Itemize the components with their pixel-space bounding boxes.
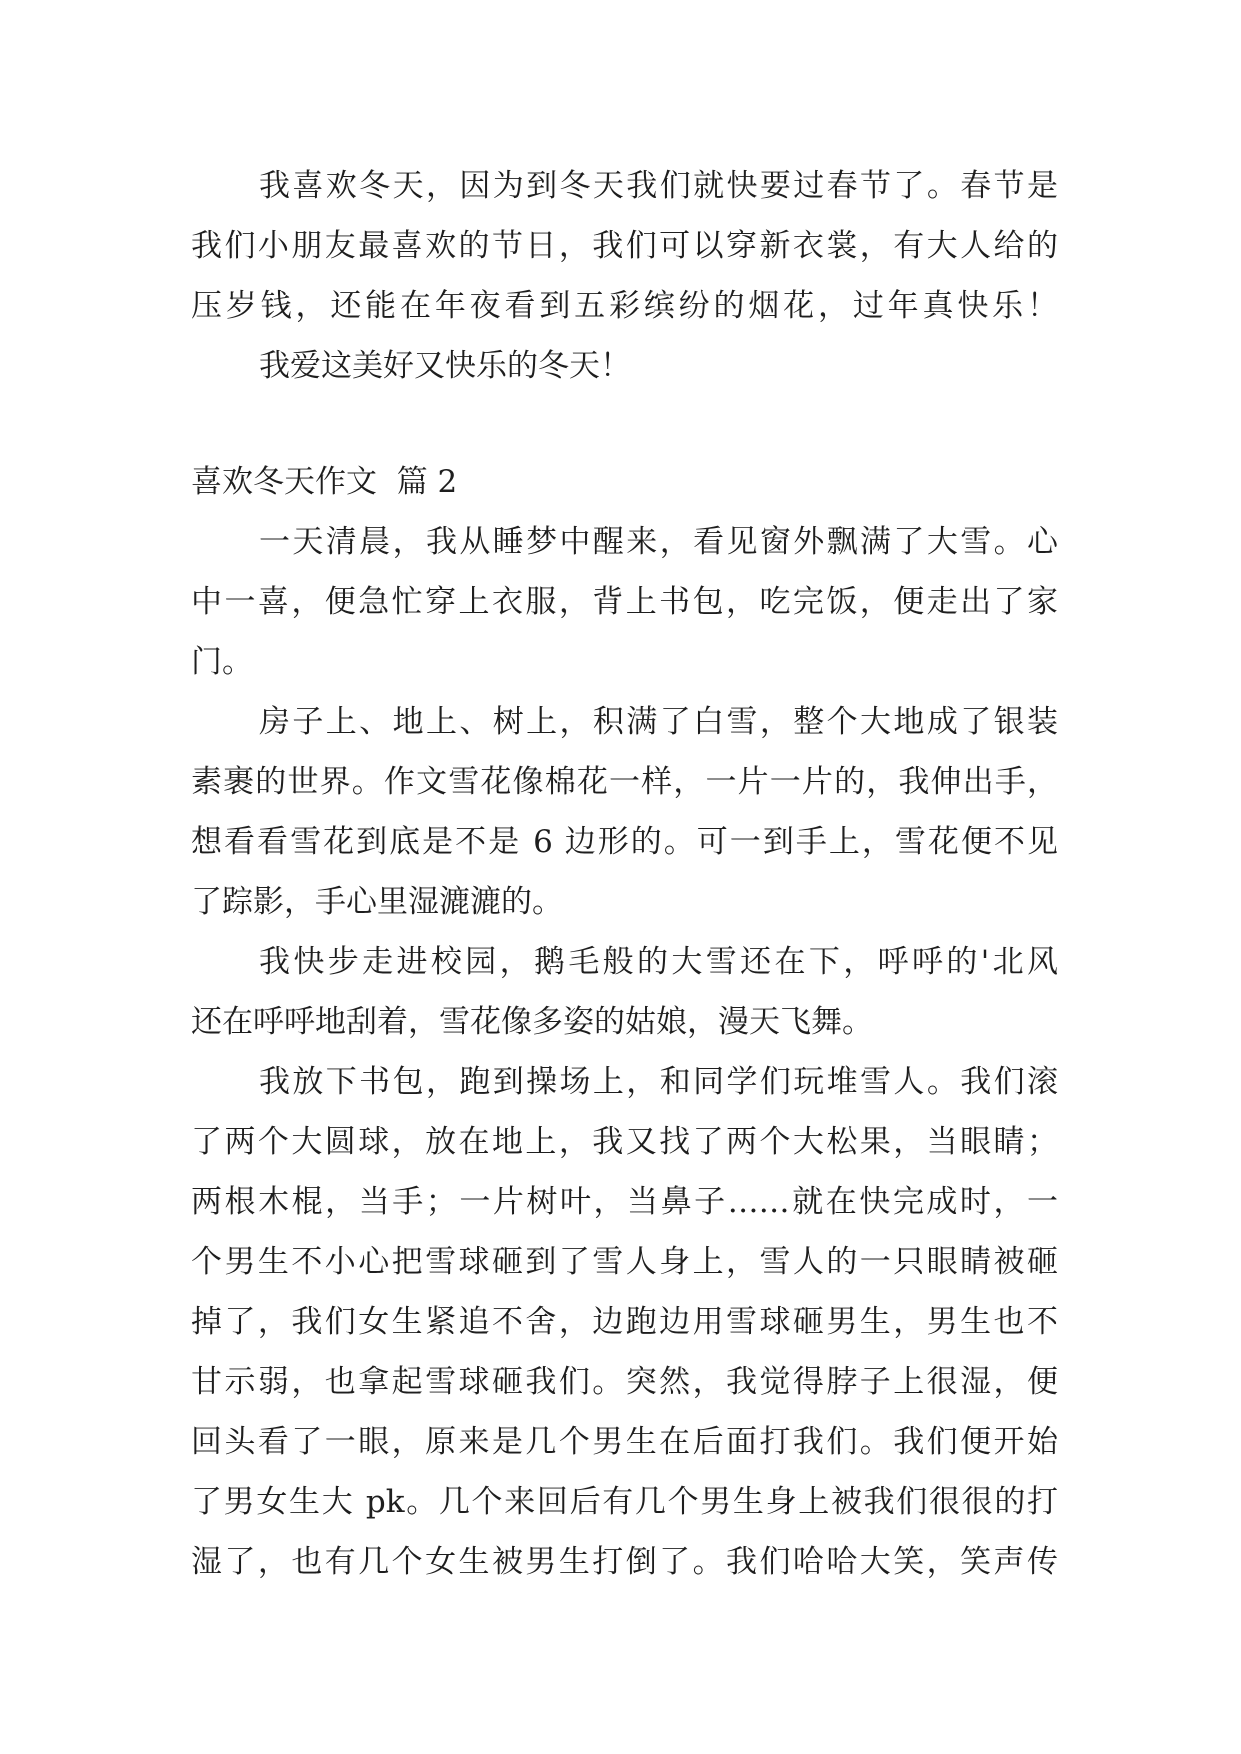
paragraph-line: 压岁钱，还能在年夜看到五彩缤纷的烟花，过年真快乐！ <box>191 288 1058 324</box>
paragraph <box>191 512 1058 692</box>
paragraph-line: 想看看雪花到底是不是 6 边形的。可一到手上，雪花便不见 <box>191 824 1058 860</box>
paragraph-line: 了男女生大 pk。几个来回后有几个男生身上被我们很很的打 <box>191 1484 1058 1520</box>
paragraph-line: 我喜欢冬天，因为到冬天我们就快要过春节了。春节是 <box>259 168 1058 204</box>
paragraph-line: 中一喜，便急忙穿上衣服，背上书包，吃完饭，便走出了家 <box>191 584 1058 620</box>
paragraph-line: 掉了，我们女生紧追不舍，边跑边用雪球砸男生，男生也不 <box>191 1304 1058 1340</box>
paragraph-line: 湿了，也有几个女生被男生打倒了。我们哈哈大笑，笑声传 <box>191 1544 1058 1580</box>
document-page <box>191 156 1058 1592</box>
paragraph-line: 我们小朋友最喜欢的节日，我们可以穿新衣裳，有大人给的 <box>191 228 1058 264</box>
paragraph-line: 一天清晨，我从睡梦中醒来，看见窗外飘满了大雪。心 <box>259 524 1058 560</box>
paragraph-line: 我放下书包，跑到操场上，和同学们玩堆雪人。我们滚 <box>259 1064 1058 1100</box>
paragraph-line: 房子上、地上、树上，积满了白雪，整个大地成了银装 <box>259 704 1058 740</box>
paragraph <box>191 336 1058 396</box>
paragraph-line: 回头看了一眼，原来是几个男生在后面打我们。我们便开始 <box>191 1424 1058 1460</box>
paragraph-line: 我爱这美好又快乐的冬天！ <box>259 348 631 384</box>
paragraph <box>191 932 1058 1052</box>
paragraph-line: 了两个大圆球，放在地上，我又找了两个大松果，当眼睛； <box>191 1124 1058 1160</box>
paragraph-line: 还在呼呼地刮着，雪花像多姿的姑娘，漫天飞舞。 <box>191 1004 873 1040</box>
section-heading: 喜欢冬天作文 篇 2 <box>191 464 458 500</box>
paragraph-line: 门。 <box>191 644 253 680</box>
paragraph-line: 两根木棍，当手；一片树叶，当鼻子……就在快完成时，一 <box>191 1184 1058 1220</box>
paragraph <box>191 692 1058 932</box>
paragraph-line: 我快步走进校园，鹅毛般的大雪还在下，呼呼的'北风 <box>259 944 1058 980</box>
paragraph-line: 个男生不小心把雪球砸到了雪人身上，雪人的一只眼睛被砸 <box>191 1244 1058 1280</box>
paragraph-line: 了踪影，手心里湿漉漉的。 <box>191 884 563 920</box>
paragraph-line: 素裹的世界。作文雪花像棉花一样，一片一片的，我伸出手， <box>191 764 1058 800</box>
paragraph <box>191 156 1058 336</box>
paragraph <box>191 1052 1058 1592</box>
paragraph-line: 甘示弱，也拿起雪球砸我们。突然，我觉得脖子上很湿，便 <box>191 1364 1058 1400</box>
